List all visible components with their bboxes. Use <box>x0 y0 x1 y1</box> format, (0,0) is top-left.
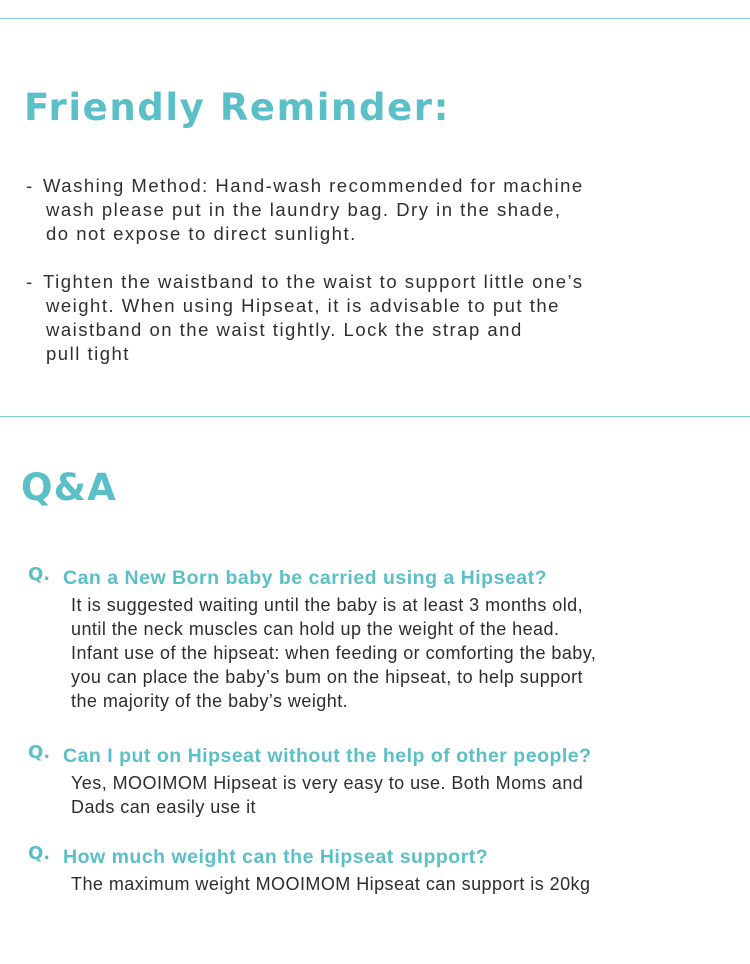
question-text: How much weight can the Hipseat support? <box>63 846 489 868</box>
bullet-line: do not expose to direct sunlight. <box>46 223 357 244</box>
answer-line: the majority of the baby’s weight. <box>71 691 349 711</box>
bullet-line: Washing Method: Hand-wash recommended for machine <box>43 175 584 196</box>
answer-text <box>71 771 743 819</box>
reminder-bullet-waistband <box>26 270 741 366</box>
question-row <box>28 742 743 771</box>
qa-item-newborn <box>28 564 743 713</box>
friendly-reminder-heading: Friendly Reminder: <box>24 86 451 129</box>
answer-line: you can place the baby’s bum on the hipseat, to help support <box>71 667 583 687</box>
answer-text <box>71 872 743 896</box>
bullet-line: Tighten the waistband to the waist to support little one’s <box>43 271 584 292</box>
question-row <box>28 843 743 872</box>
answer-line: It is suggested waiting until the baby is at least 3 months old, <box>71 595 584 615</box>
top-divider <box>0 18 750 19</box>
bullet-line: weight. When using Hipseat, it is advisable to put the <box>46 295 560 316</box>
bullet-line: wash please put in the laundry bag. Dry in the shade, <box>46 199 562 220</box>
question-row <box>28 564 743 593</box>
answer-line: Yes, MOOIMOM Hipseat is very easy to use. Both Moms and <box>71 773 584 793</box>
answer-line: Dads can easily use it <box>71 797 256 817</box>
bullet-dash: - <box>26 271 34 292</box>
question-text: Can I put on Hipseat without the help of other people? <box>63 745 592 767</box>
answer-line: The maximum weight MOOIMOM Hipseat can support is 20kg <box>71 874 591 894</box>
qa-heading: Q&A <box>21 466 117 509</box>
answer-line: Infant use of the hipseat: when feeding or comforting the baby, <box>71 643 597 663</box>
answer-line: until the neck muscles can hold up the weight of the head. <box>71 619 560 639</box>
answer-text <box>71 593 743 713</box>
question-marker: Q. <box>28 843 51 864</box>
question-marker: Q. <box>28 564 51 585</box>
bullet-line: pull tight <box>46 343 130 364</box>
qa-item-max-weight <box>28 843 743 896</box>
bullet-line: waistband on the waist tightly. Lock the strap and <box>46 319 523 340</box>
bullet-dash: - <box>26 175 34 196</box>
qa-item-self-wear <box>28 742 743 819</box>
question-marker: Q. <box>28 742 51 763</box>
reminder-bullet-washing <box>26 174 741 246</box>
question-text: Can a New Born baby be carried using a Hipseat? <box>63 567 548 589</box>
section-divider <box>0 416 750 417</box>
